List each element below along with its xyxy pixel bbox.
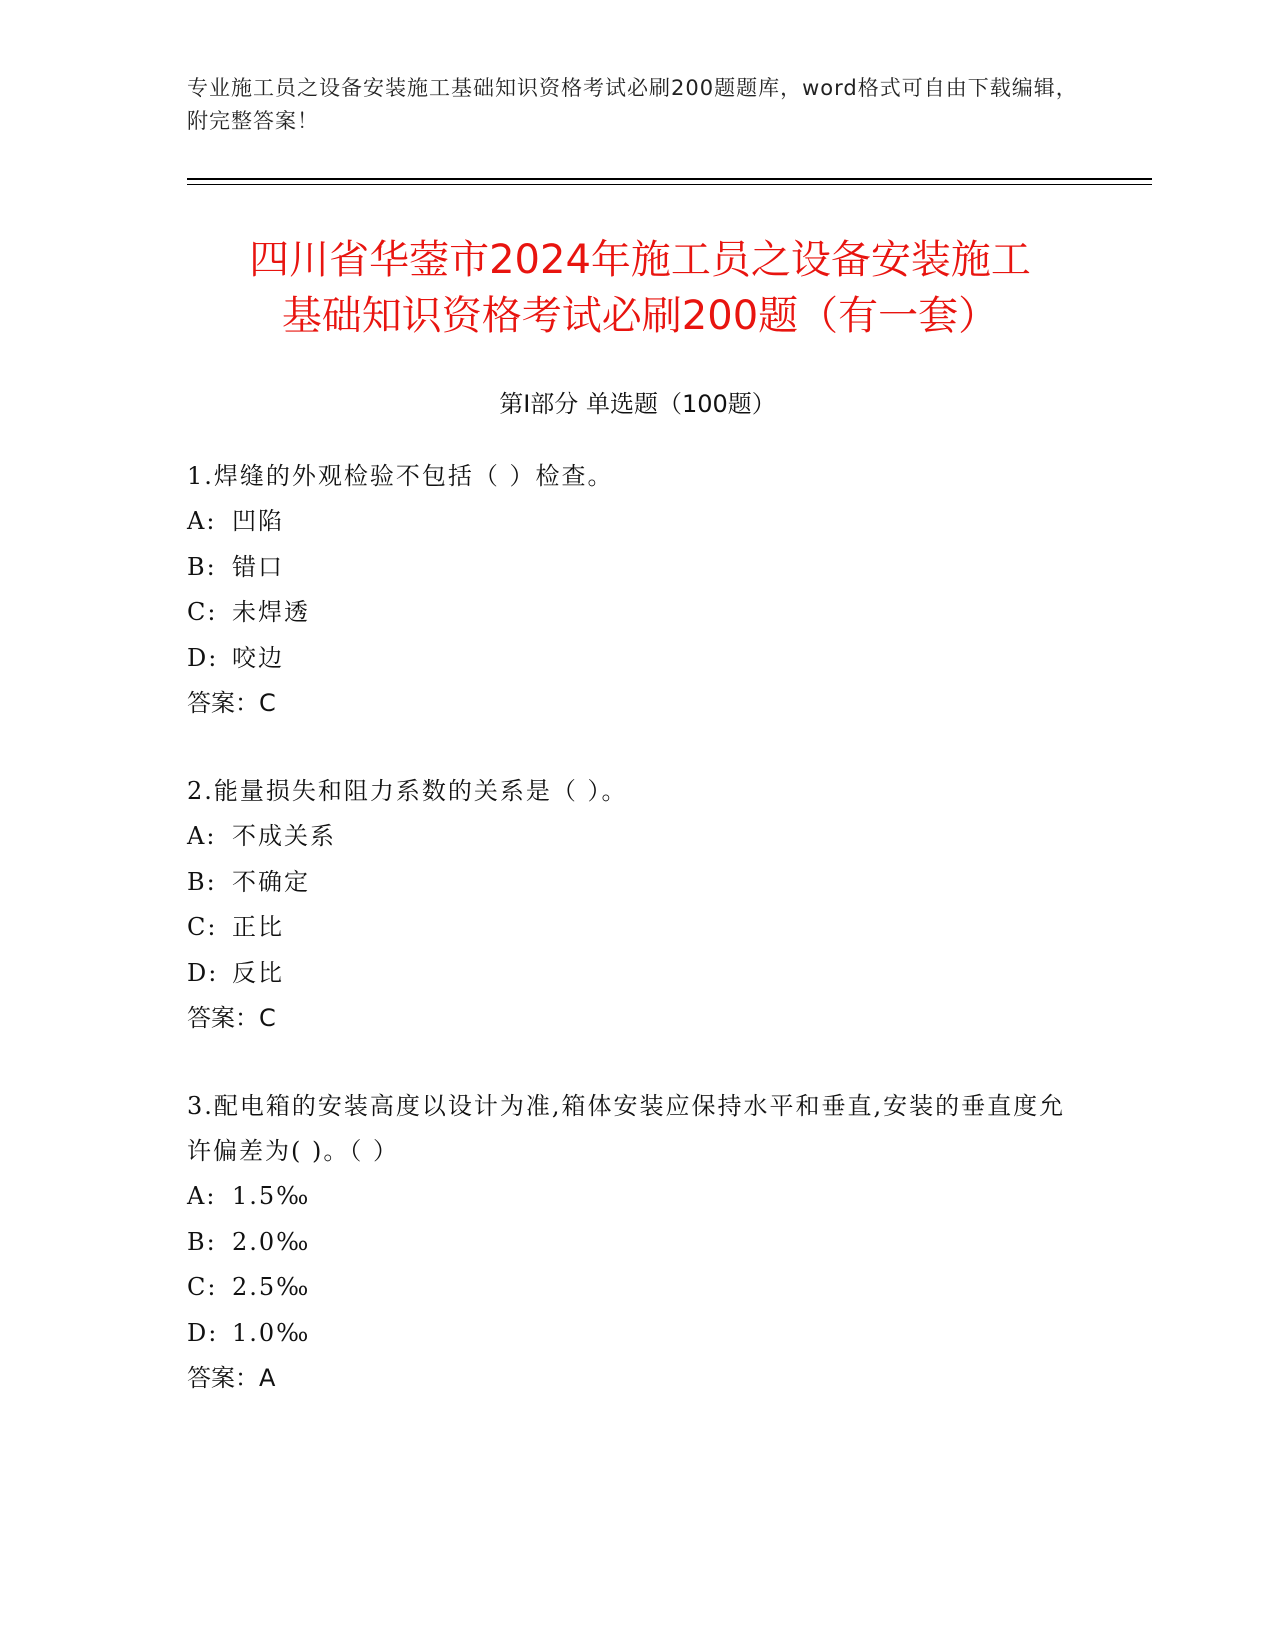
option-key: D: xyxy=(187,958,219,987)
answer: 答案：A xyxy=(187,1364,276,1392)
option-d xyxy=(187,636,1087,682)
option-key: C: xyxy=(187,1273,218,1301)
document-title-line1: 四川省华蓥市2024年施工员之设备安装施工 xyxy=(249,237,1031,283)
option-text: 凹陷 xyxy=(232,507,284,535)
option-key: B: xyxy=(187,1227,217,1256)
option-text: 1.0‰ xyxy=(232,1318,311,1347)
option-key: D: xyxy=(187,1318,219,1347)
document-title-line2: 基础知识资格考试必刷200题（有一套） xyxy=(281,293,999,339)
answer: 答案：C xyxy=(187,689,276,717)
header-note: 专业施工员之设备安装施工基础知识资格考试必刷200题题库，word格式可自由下载编辑，附完整答案！ xyxy=(187,76,1078,133)
section-title: 第Ⅰ部分 单选题（100题） xyxy=(499,390,776,418)
option-key: D: xyxy=(187,643,219,672)
option-text: 1.5‰ xyxy=(232,1182,311,1210)
option-text: 2.5‰ xyxy=(232,1273,311,1301)
option-text: 2.0‰ xyxy=(232,1227,311,1256)
question-stem: 3.配电箱的安装高度以设计为准,箱体安装应保持水平和垂直,安装的垂直度允许偏差为( )。（ ） xyxy=(187,1092,1066,1165)
option-text: 错口 xyxy=(232,552,284,581)
option-key: A: xyxy=(187,507,217,535)
option-b xyxy=(187,860,1087,906)
option-text: 未焊透 xyxy=(232,598,310,626)
option-d xyxy=(187,1311,1067,1357)
option-key: B: xyxy=(187,867,217,896)
option-c xyxy=(187,1265,1067,1311)
option-key: C: xyxy=(187,913,218,941)
option-key: C: xyxy=(187,598,218,626)
option-text: 咬边 xyxy=(232,643,284,672)
option-text: 反比 xyxy=(232,958,284,987)
option-b xyxy=(187,1220,1067,1266)
option-text: 正比 xyxy=(232,913,284,941)
question-2 xyxy=(187,769,1087,1041)
document-title xyxy=(160,232,1120,344)
option-b xyxy=(187,545,1087,591)
question-stem: 2.能量损失和阻力系数的关系是（ ）。 xyxy=(187,777,628,805)
option-key: B: xyxy=(187,552,217,581)
option-a xyxy=(187,499,1087,545)
header-divider-thick xyxy=(187,178,1152,180)
option-key: A: xyxy=(187,1182,217,1210)
answer: 答案：C xyxy=(187,1004,276,1032)
option-a xyxy=(187,814,1087,860)
option-text: 不成关系 xyxy=(232,822,336,850)
option-d xyxy=(187,951,1087,997)
option-a xyxy=(187,1174,1067,1220)
question-1 xyxy=(187,454,1087,726)
option-text: 不确定 xyxy=(232,867,310,896)
option-c xyxy=(187,905,1087,951)
question-3 xyxy=(187,1084,1067,1401)
option-c xyxy=(187,590,1087,636)
option-key: A: xyxy=(187,822,217,850)
header-divider-thin xyxy=(187,184,1152,185)
question-stem: 1.焊缝的外观检验不包括（ ）检查。 xyxy=(187,462,614,490)
